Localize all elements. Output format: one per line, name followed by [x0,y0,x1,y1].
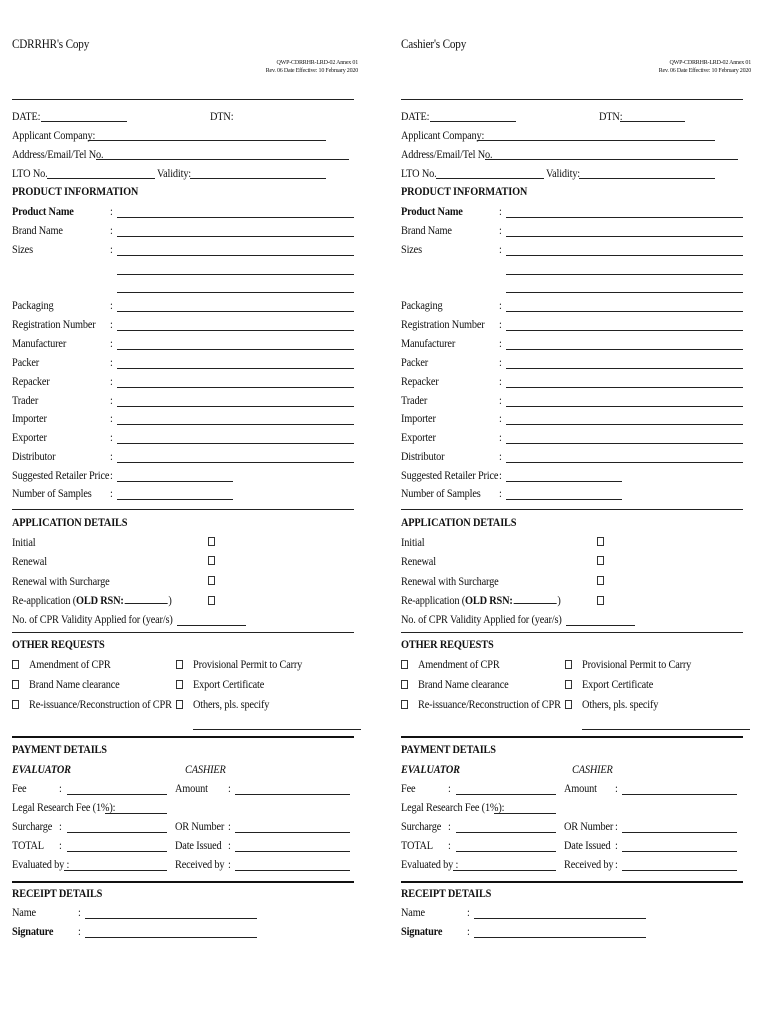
total-field[interactable] [456,851,556,852]
others-label: Others, pls. specify [582,697,659,711]
colon: : [467,905,470,919]
receipt-name-label: Name [12,905,36,919]
form-code-text: QWP-CDRRHR-LRD-02 Annex 01 [669,60,751,66]
surcharge-field[interactable] [456,832,556,833]
cpr-validity-label: No. of CPR Validity Applied for (year/s) [12,612,173,626]
repacker-label: Repacker [401,374,439,388]
importer-label: Importer [401,411,436,425]
dtn-label: DTN: [210,109,234,123]
evaluated-by-label: Evaluated by : [12,857,70,871]
repacker-field[interactable] [506,387,743,388]
packer-label: Packer [401,355,429,369]
applicant-company-label: Applicant Company: [12,128,96,142]
export-certificate-label: Export Certificate [582,677,654,691]
others-checkbox[interactable] [176,700,183,709]
sizes-field[interactable] [117,255,354,256]
colon: : [78,905,81,919]
initial-checkbox[interactable] [597,537,604,546]
received-by-field[interactable] [235,870,350,871]
colon: : [110,317,113,331]
colon: : [110,374,113,388]
colon: : [499,468,502,482]
renewal-label: Renewal [401,554,436,568]
cpr-validity-field[interactable] [177,625,246,626]
colon: : [615,857,618,871]
renewal-checkbox[interactable] [208,556,215,565]
number-of-samples-field[interactable] [506,499,622,500]
initial-label: Initial [12,535,36,549]
renewal-checkbox[interactable] [597,556,604,565]
date-issued-label: Date Issued [175,838,222,852]
export-certificate-checkbox[interactable] [565,680,572,689]
fee-label: Fee [401,781,416,795]
received-by-label: Received by [175,857,225,871]
copy-title: CDRRHR's Copy [12,36,90,51]
cashier-label: CASHIER [185,762,226,776]
other-requests-heading: OTHER REQUESTS [12,637,105,651]
evaluated-by-field[interactable] [64,870,167,871]
colon: : [615,781,618,795]
application-heading: APPLICATION DETAILS [401,515,517,529]
date-field[interactable] [41,121,127,122]
form-code-text: QWP-CDRRHR-LRD-02 Annex 01 [276,60,358,66]
cdrrhr-copy [12,0,372,1024]
colon: : [78,924,81,938]
signature-label: Signature [401,924,443,938]
receipt-name-label: Name [401,905,425,919]
surcharge-label: Surcharge [401,819,442,833]
renewal-surcharge-checkbox[interactable] [597,576,604,585]
renewal-surcharge-checkbox[interactable] [208,576,215,585]
repacker-label: Repacker [12,374,50,388]
old-rsn-label: OLD RSN: [465,593,513,607]
surcharge-label: Surcharge [12,819,53,833]
reapplication-checkbox[interactable] [208,596,215,605]
manufacturer-label: Manufacturer [12,336,67,350]
date-field[interactable] [430,121,516,122]
signature-field[interactable] [474,937,646,938]
trader-label: Trader [401,393,428,407]
cpr-validity-label: No. of CPR Validity Applied for (year/s) [401,612,562,626]
distributor-label: Distributor [12,449,56,463]
packaging-label: Packaging [12,298,54,312]
packer-label: Packer [12,355,40,369]
registration-number-field[interactable] [506,330,743,331]
old-rsn-label: OLD RSN: [76,593,124,607]
date-issued-field[interactable] [235,851,350,852]
retailer-price-field[interactable] [117,481,233,482]
date-issued-label: Date Issued [564,838,611,852]
cashier-label: CASHIER [572,762,613,776]
colon: : [110,449,113,463]
renewal-surcharge-label: Renewal with Surcharge [401,574,499,588]
address-field[interactable] [96,159,349,160]
amendment-label: Amendment of CPR [418,657,500,671]
applicant-company-label: Applicant Company: [401,128,485,142]
manufacturer-field[interactable] [117,349,354,350]
legal-research-label: Legal Research Fee (1%): [12,800,116,814]
colon: : [499,317,502,331]
brand-clearance-label: Brand Name clearance [418,677,509,691]
legal-research-field[interactable] [494,813,556,814]
evaluator-label: EVALUATOR [12,762,71,776]
provisional-permit-checkbox[interactable] [176,660,183,669]
trader-field[interactable] [117,406,354,407]
exporter-label: Exporter [401,430,436,444]
lto-label: LTO No. [12,166,48,180]
colon: : [615,838,618,852]
lto-field[interactable] [47,178,155,179]
address-label: Address/Email/Tel No. [401,147,493,161]
amount-label: Amount [175,781,208,795]
date-issued-field[interactable] [622,851,737,852]
colon: : [110,223,113,237]
form-code [266,59,358,75]
packer-field[interactable] [506,368,743,369]
trader-label: Trader [12,393,39,407]
reissuance-label: Re-issuance/Reconstruction of CPR [418,697,561,711]
registration-number-label: Registration Number [401,317,485,331]
signature-label: Signature [12,924,54,938]
receipt-name-field[interactable] [85,918,257,919]
provisional-permit-checkbox[interactable] [565,660,572,669]
colon: : [110,430,113,444]
total-field[interactable] [67,851,167,852]
reissuance-checkbox[interactable] [401,700,408,709]
colon: : [615,819,618,833]
exporter-field[interactable] [506,443,743,444]
amount-label: Amount [564,781,597,795]
receipt-heading: RECEIPT DETAILS [12,886,103,900]
colon: : [228,819,231,833]
reapplication-checkbox[interactable] [597,596,604,605]
evaluated-by-field[interactable] [453,870,556,871]
colon: : [110,242,113,256]
packaging-field[interactable] [117,311,354,312]
application-heading: APPLICATION DETAILS [12,515,128,529]
sizes-field-3[interactable] [506,292,743,293]
brand-name-field[interactable] [506,236,743,237]
colon: : [110,355,113,369]
colon: : [110,393,113,407]
brand-name-field[interactable] [117,236,354,237]
form-code [659,59,751,75]
divider [12,99,354,100]
brand-name-label: Brand Name [12,223,63,237]
manufacturer-field[interactable] [506,349,743,350]
receipt-name-field[interactable] [474,918,646,919]
validity-field[interactable] [190,178,326,179]
colon: : [110,468,113,482]
exporter-field[interactable] [117,443,354,444]
divider [12,881,354,883]
colon: : [59,838,62,852]
lto-label: LTO No. [401,166,437,180]
divider [401,736,743,738]
colon: : [59,781,62,795]
address-field[interactable] [485,159,738,160]
divider [401,509,743,510]
others-field[interactable] [193,729,361,730]
number-of-samples-label: Number of Samples [12,486,92,500]
amendment-checkbox[interactable] [12,660,19,669]
renewal-label: Renewal [12,554,47,568]
receipt-heading: RECEIPT DETAILS [401,886,492,900]
colon: : [228,781,231,795]
number-of-samples-field[interactable] [117,499,233,500]
received-by-field[interactable] [622,870,737,871]
exporter-label: Exporter [12,430,47,444]
colon: : [448,838,451,852]
copy-title: Cashier's Copy [401,36,467,51]
packaging-label: Packaging [401,298,443,312]
product-name-field[interactable] [117,217,354,218]
others-checkbox[interactable] [565,700,572,709]
retailer-price-field[interactable] [506,481,622,482]
evaluated-by-label: Evaluated by : [401,857,459,871]
date-label: DATE: [401,109,430,123]
distributor-label: Distributor [401,449,445,463]
colon: : [499,355,502,369]
colon: : [110,486,113,500]
reissuance-label: Re-issuance/Reconstruction of CPR [29,697,172,711]
distributor-field[interactable] [117,462,354,463]
colon: : [499,242,502,256]
colon: : [499,204,502,218]
importer-field[interactable] [506,424,743,425]
total-label: TOTAL [12,838,44,852]
amendment-checkbox[interactable] [401,660,408,669]
reapplication-label [12,593,172,608]
form-rev-text: Rev. 06 Date Effective: 10 February 2020 [658,68,751,74]
sizes-label: Sizes [401,242,422,256]
colon: : [499,374,502,388]
registration-number-field[interactable] [117,330,354,331]
reapplication-label [401,593,561,608]
divider [401,99,743,100]
legal-research-label: Legal Research Fee (1%): [401,800,505,814]
cpr-validity-field[interactable] [566,625,635,626]
distributor-field[interactable] [506,462,743,463]
colon: : [110,336,113,350]
fee-label: Fee [12,781,27,795]
amount-field[interactable] [622,794,737,795]
or-number-field[interactable] [622,832,737,833]
or-number-field[interactable] [235,832,350,833]
export-certificate-checkbox[interactable] [176,680,183,689]
divider [401,881,743,883]
repacker-field[interactable] [117,387,354,388]
number-of-samples-label: Number of Samples [401,486,481,500]
colon: : [499,486,502,500]
importer-label: Importer [12,411,47,425]
packer-field[interactable] [117,368,354,369]
sizes-field-2[interactable] [117,274,354,275]
sizes-field[interactable] [506,255,743,256]
address-label: Address/Email/Tel No. [12,147,104,161]
validity-field[interactable] [579,178,715,179]
renewal-surcharge-label: Renewal with Surcharge [12,574,110,588]
colon: : [59,819,62,833]
reapp-suffix: ) [557,593,561,607]
surcharge-field[interactable] [67,832,167,833]
colon: : [467,924,470,938]
registration-number-label: Registration Number [12,317,96,331]
trader-field[interactable] [506,406,743,407]
initial-label: Initial [401,535,425,549]
fee-field[interactable] [456,794,556,795]
signature-field[interactable] [85,937,257,938]
brand-clearance-checkbox[interactable] [401,680,408,689]
colon: : [448,781,451,795]
or-number-label: OR Number [175,819,225,833]
other-requests-heading: OTHER REQUESTS [401,637,494,651]
product-name-field[interactable] [506,217,743,218]
divider [401,632,743,633]
colon: : [499,449,502,463]
old-rsn-field[interactable] [125,593,168,604]
validity-label: Validity: [157,166,192,180]
reapp-prefix: Re-application ( [12,593,77,607]
colon: : [499,393,502,407]
brand-name-label: Brand Name [401,223,452,237]
brand-clearance-checkbox[interactable] [12,680,19,689]
payment-heading: PAYMENT DETAILS [401,742,496,756]
total-label: TOTAL [401,838,433,852]
product-name-label: Product Name [401,204,463,218]
packaging-field[interactable] [506,311,743,312]
others-label: Others, pls. specify [193,697,270,711]
colon: : [110,298,113,312]
provisional-permit-label: Provisional Permit to Carry [193,657,303,671]
others-field[interactable] [582,729,750,730]
colon: : [228,838,231,852]
dtn-label: DTN: [599,109,623,123]
amount-field[interactable] [235,794,350,795]
or-number-label: OR Number [564,819,614,833]
colon: : [110,411,113,425]
applicant-company-field[interactable] [88,140,326,141]
divider [12,632,354,633]
brand-clearance-label: Brand Name clearance [29,677,120,691]
old-rsn-field[interactable] [514,593,557,604]
product-name-label: Product Name [12,204,74,218]
lto-field[interactable] [436,178,544,179]
validity-label: Validity: [546,166,581,180]
colon: : [499,298,502,312]
colon: : [499,223,502,237]
colon: : [499,430,502,444]
retailer-price-label: Suggested Retailer Price [401,468,499,482]
amendment-label: Amendment of CPR [29,657,111,671]
form-rev-text: Rev. 06 Date Effective: 10 February 2020 [265,68,358,74]
export-certificate-label: Export Certificate [193,677,265,691]
dtn-field[interactable] [620,121,685,122]
importer-field[interactable] [117,424,354,425]
legal-research-field[interactable] [105,813,167,814]
colon: : [499,336,502,350]
colon: : [448,819,451,833]
payment-heading: PAYMENT DETAILS [12,742,107,756]
divider [12,736,354,738]
applicant-company-field[interactable] [477,140,715,141]
reapp-prefix: Re-application ( [401,593,466,607]
manufacturer-label: Manufacturer [401,336,456,350]
fee-field[interactable] [67,794,167,795]
product-heading: PRODUCT INFORMATION [12,184,139,198]
reissuance-checkbox[interactable] [12,700,19,709]
initial-checkbox[interactable] [208,537,215,546]
divider [12,509,354,510]
date-label: DATE: [12,109,41,123]
sizes-field-3[interactable] [117,292,354,293]
cashier-copy [401,0,761,1024]
sizes-label: Sizes [12,242,33,256]
colon: : [228,857,231,871]
sizes-field-2[interactable] [506,274,743,275]
evaluator-label: EVALUATOR [401,762,460,776]
provisional-permit-label: Provisional Permit to Carry [582,657,692,671]
colon: : [499,411,502,425]
product-heading: PRODUCT INFORMATION [401,184,528,198]
received-by-label: Received by [564,857,614,871]
reapp-suffix: ) [168,593,172,607]
colon: : [110,204,113,218]
retailer-price-label: Suggested Retailer Price [12,468,110,482]
